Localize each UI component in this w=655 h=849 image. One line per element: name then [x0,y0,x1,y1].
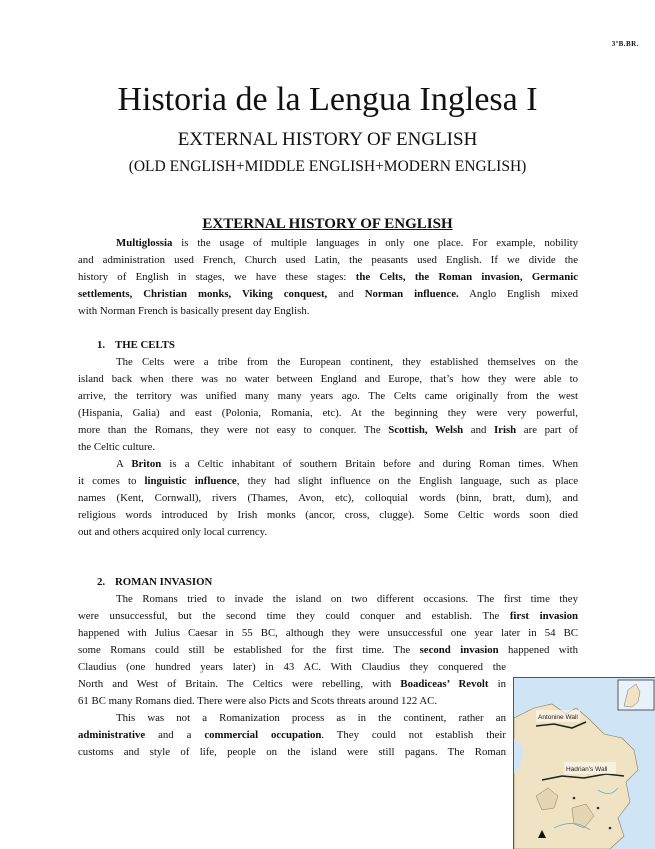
celts-line: names (Kent, Cornwall), rivers (Thames, Avon, etc), colloquial words (binn, bratt, dum), and [78,492,578,504]
roman-line: The Romans tried to invade the island on two different occasions. The first time they [116,593,578,605]
intro-line: and administration used French, Church used Latin, the peasants used English. If we divide the [78,254,578,266]
celts-line: the Celtic culture. [78,441,156,453]
intro-line: history of English in stages, we have these stages: the Celts, the Roman invasion, Germanic [78,271,578,283]
section-heading: EXTERNAL HISTORY OF ENGLISH [202,216,453,232]
corner-mark: 3ºB.BR. [611,40,639,48]
roman-paragraph-wrapped [78,659,506,761]
roman-line: Claudius (one hundred years later) in 43 AC. With Claudius they conquered the [78,661,506,673]
document-title: Historia de la Lengua Inglesa I [117,81,538,118]
document-subtitle: EXTERNAL HISTORY OF ENGLISH [177,129,478,150]
map-graphic [514,678,655,849]
roman-paragraph [78,591,578,659]
celts-line: arrive, the territory was unified many many years ago. The Celts came originally from the west [78,390,578,402]
celts-line: The Celts were a tribe from the European continent, they established themselves on the [116,356,578,368]
map-label-antonine: Antonine Wall [538,714,578,721]
roman-britain-map [513,677,655,849]
intro-line: settlements, Christian monks, Viking conquest, and Norman influence. Anglo English mixed [78,288,578,300]
roman-line: This was not a Romanization process as in the continent, rather an [116,712,506,724]
intro-paragraph [78,235,578,320]
celts-line: A Briton is a Celtic inhabitant of southern Britain before and during Roman times. When [116,458,578,470]
celts-line: out and others acquired only local currency. [78,526,268,538]
roman-line: administrative and a commercial occupation. They could not establish their [78,729,506,741]
heading-celts: 1. THE CELTS [97,339,175,351]
roman-line: North and West of Britain. The Celtics were rebelling, with Boadiceas’ Revolt in [78,678,506,690]
roman-line: customs and style of life, people on the island were still pagans. The Roman [78,746,506,758]
celts-line: island back when there was no water between England and Europe, that’s how they were able to [78,373,578,385]
roman-line: some Romans could still be established for the first time. The second invasion happened with [78,644,578,656]
celts-paragraph [78,354,578,541]
celts-line: more than the Romans, they were not easy to conquer. The Scottish, Welsh and Irish are part of [78,424,578,436]
document-subtitle-periods: (OLD ENGLISH+MIDDLE ENGLISH+MODERN ENGLISH) [128,158,527,175]
intro-line: with Norman French is basically present day English. [78,305,310,317]
map-label-hadrian: Hadrian's Wall [566,766,608,773]
roman-line: were unsuccessful, but the second time they could conquer and establish. The first invasion [78,610,578,622]
heading-roman-invasion: 2. ROMAN INVASION [97,576,213,588]
roman-line: happened with Julius Caesar in 55 BC, although they were unsuccessful one year later in 54 BC [78,627,578,639]
celts-line: religious words introduced by Irish monks (ancor, cross, clugge). Some Celtic words soon died [78,509,578,521]
intro-line: Multiglossia is the usage of multiple languages in only one place. For example, nobility [116,237,578,249]
celts-line: (Hispania, Galia) and east (Polonia, Romania, etc). At the beginning they were very powerful, [78,407,578,419]
celts-line: it comes to linguistic influence, they had slight influence on the English language, such as place [78,475,578,487]
roman-line: 61 BC many Romans died. There were also Picts and Scots threats around 122 AC. [78,695,438,707]
